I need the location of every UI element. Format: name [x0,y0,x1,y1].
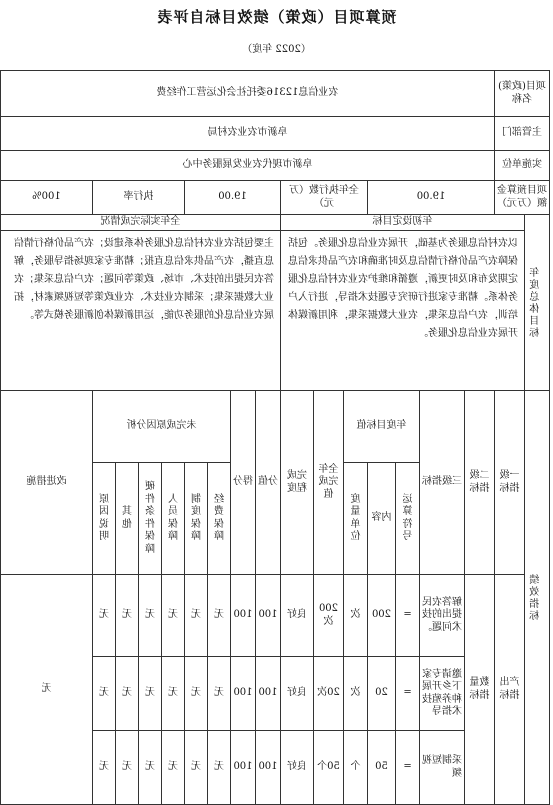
l3-cell: 采制短视频 [420,731,465,805]
weight-cell: 100 [256,575,281,657]
level-cell: 良好 [281,731,314,805]
unit-cell: 次 [344,657,368,731]
project-name-label: 项目(政策)名称 [495,71,550,117]
reason-cell: 无 [185,575,208,657]
page-title: 预算项目（政策）绩效目标自评表 [156,8,397,26]
l1-output: 产出指标 [495,575,525,805]
budget-label: 项目预算金额（万元） [495,181,550,215]
measure-cell: 无 [0,575,92,805]
weight-cell: 100 [256,657,281,731]
header-l1: 一级指标 [495,391,525,575]
content-cell: 20 [368,657,396,731]
level-cell: 良好 [281,657,314,731]
actual-text: 主要包括农业农村信息化服务体系建设；农产品价格行情信息直播，农产品供求信息直报；精准专家现场指导服务，解答农民提出的技术、市场、政策等问题；农户信息采集；农业大数据采集；采制农业技术、农业政策等短视频素材，拓展农业信息化的服务功能，运用新媒体创新服务模式等。 [0,231,280,391]
reason-cell: 无 [139,575,162,657]
exec-label: 全年执行数（万元） [281,181,368,215]
header-l3: 三级指标 [420,391,465,575]
score-cell: 100 [231,657,256,731]
score-cell: 100 [231,731,256,805]
header-target: 年度目标值 [344,391,420,463]
reason-cell: 无 [208,657,231,731]
l3-cell: 邀请专家下乡开展种养殖技术指导 [420,657,465,731]
reason-cell: 无 [93,575,116,657]
initial-goal-label: 年初设定目标 [281,215,525,231]
row-indicator-header-1 [0,391,549,463]
done-cell: 20次 [314,657,344,731]
l2-quantity: 数量指标 [465,575,495,805]
reason-cell: 无 [116,731,139,805]
op-cell: = [396,657,420,731]
header-reason-system: 制度保障 [185,463,208,575]
header-level: 完成程度 [281,391,314,575]
header-reason-hardware: 硬件条件保障 [139,463,162,575]
exec-value: 19.00 [185,181,281,215]
project-name-value: 农业信息12316委托社会化运营工作经费 [0,71,494,117]
l3-cell: 解答农民提出的技术问题。 [420,575,465,657]
header-op: 运算符号 [396,463,420,575]
content-cell: 50 [368,731,396,805]
overall-goal-label: 年度总体目标 [525,215,550,391]
reason-cell: 无 [185,731,208,805]
actual-label: 全年实际完成情况 [0,215,280,231]
unit-cell: 次 [344,575,368,657]
header-l2: 二级指标 [465,391,495,575]
level-cell: 良好 [281,575,314,657]
header-reason-note: 原因说明 [93,463,116,575]
unit-cell: 个 [344,731,368,805]
rate-value: 100% [0,181,92,215]
budget-value: 19.00 [368,181,495,215]
content-cell: 200 [368,575,396,657]
reason-cell: 无 [116,657,139,731]
dept-value: 阜新市农业农村局 [0,117,494,151]
reason-cell: 无 [162,731,185,805]
page-year: （2022 年度） [242,44,311,55]
header-score: 得分 [231,391,256,575]
row-goal-text [0,231,549,391]
header-reason-staff: 人员保障 [162,463,185,575]
reason-cell: 无 [208,575,231,657]
initial-goal-text: 以农村信息服务为基础，开展农业信息化服务。包括保障农产品价格行情信息及时准确和农产品供求信息定期发布和及时更新，遵循和维护农业农村信息化服务体系。精准专家进行研究专题技术指导，进行入户培训，农户信息采集，农业大数据采集，利用新媒体开展农业信息化服务。 [281,231,525,391]
done-cell: 50个 [314,731,344,805]
row-project-name [0,71,549,117]
header-unit: 度量单位 [344,463,368,575]
header-measure: 改进措施 [0,391,92,575]
row-dept [0,117,549,151]
header-content: 内容 [368,463,396,575]
perf-indicator-label: 绩效指标 [525,391,550,805]
impl-label: 实施单位 [495,151,550,181]
header-score-weight: 分值 [256,391,281,575]
reason-cell: 无 [139,657,162,731]
reason-cell: 无 [93,731,116,805]
row-impl [0,151,549,181]
weight-cell: 100 [256,731,281,805]
rate-label: 执行率 [93,181,185,215]
done-cell: 200次 [314,575,344,657]
header-reason-other: 其他 [116,463,139,575]
reason-cell: 无 [162,657,185,731]
row-goal-headers [0,215,549,231]
row-budget [0,181,549,215]
impl-value: 阜新市现代农业发展服务中心 [0,151,494,181]
dept-label: 主管部门 [495,117,550,151]
reason-cell: 无 [139,731,162,805]
header-reason-funding: 经费保障 [208,463,231,575]
score-cell: 100 [231,575,256,657]
header-done: 全年完成值 [314,391,344,575]
reason-cell: 无 [93,657,116,731]
op-cell: = [396,575,420,657]
table-row [0,575,549,657]
reason-cell: 无 [162,575,185,657]
self-evaluation-table [0,70,550,805]
reason-cell: 无 [185,657,208,731]
reason-cell: 无 [208,731,231,805]
header-reason: 未完成原因分析 [93,391,231,463]
op-cell: = [396,731,420,805]
reason-cell: 无 [116,575,139,657]
